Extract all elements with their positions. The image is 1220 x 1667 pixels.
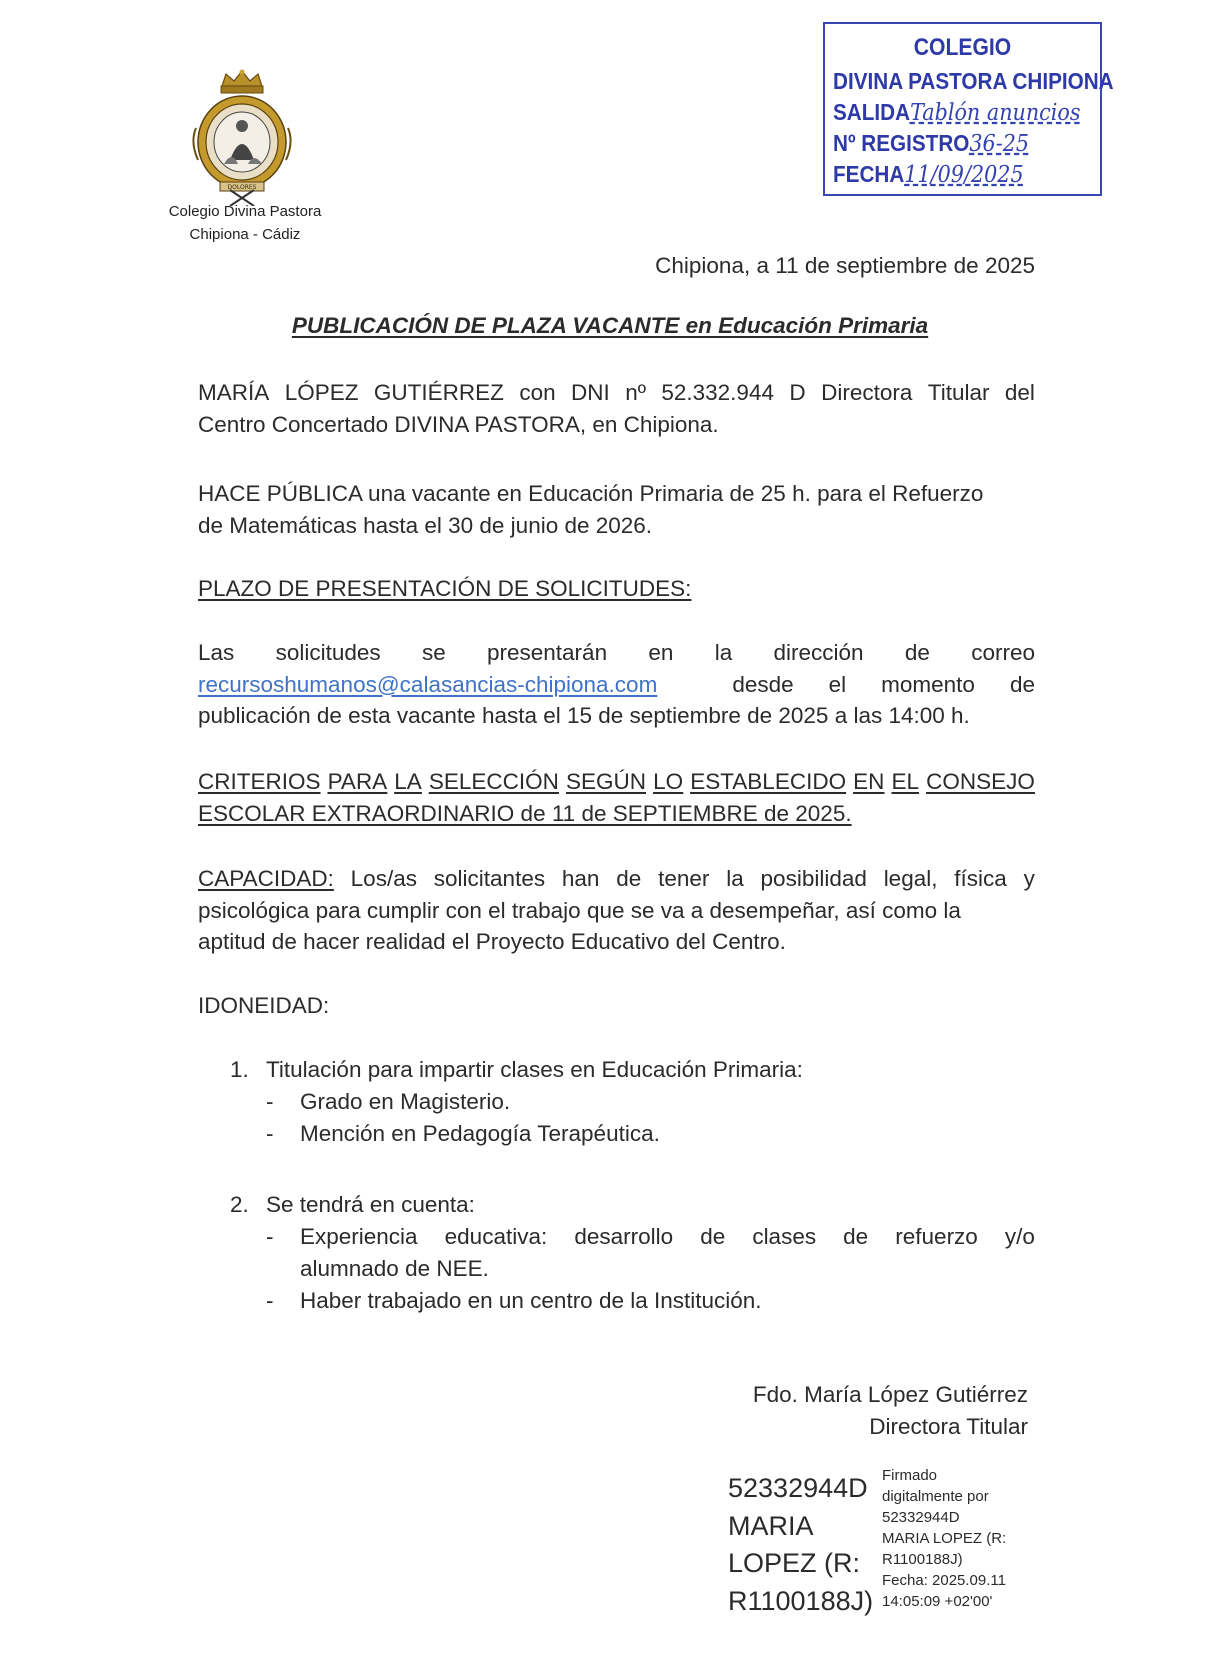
signature-big-line: 52332944D [728, 1473, 868, 1503]
word: de [700, 1224, 726, 1249]
word: refuerzo [895, 1224, 978, 1249]
school-crest-icon [190, 68, 294, 206]
word: del [1004, 380, 1035, 405]
school-name: Colegio Divina Pastora [168, 203, 322, 220]
paragraph-vacante-line1: HACE PÚBLICA una vacante en Educación Primaria de 25 h. para el Refuerzo [198, 481, 984, 506]
signature-small-line: Firmado [882, 1467, 938, 1484]
paragraph-capacidad [198, 863, 1035, 958]
word: D [789, 380, 806, 405]
list-item-cuenta: Se tendrá en cuenta: [266, 1192, 475, 1217]
word: Las [198, 640, 235, 665]
word: de [843, 1224, 869, 1249]
word: legal, [883, 866, 938, 891]
solicitudes-line3: publicación de esta vacante hasta el 15 de septiembre de 2025 a las 14:00 h. [198, 703, 970, 728]
word: de [904, 640, 930, 665]
document-title: PUBLICACIÓN DE PLAZA VACANTE en Educación Primaria [291, 313, 929, 338]
stamp-fecha [833, 161, 1024, 188]
stamp-salida-handwriting: Tablón anuncios [910, 100, 1081, 126]
word: solicitudes [275, 640, 381, 665]
signature-role: Directora Titular [869, 1414, 1028, 1439]
school-name-caption [135, 200, 355, 246]
word: posibilidad [760, 866, 867, 891]
word: han [561, 866, 600, 891]
list-item-titulacion: Titulación para impartir clases en Educación Primaria: [266, 1057, 803, 1082]
crest-inscription: DOLORES [227, 184, 257, 191]
stamp-fecha-label: FECHA [833, 161, 905, 187]
digital-signature-details [882, 1465, 1006, 1612]
capacidad-line1 [198, 863, 1035, 895]
stamp-registro [833, 130, 1029, 157]
solicitudes-line1 [198, 637, 1035, 669]
word: SEGÚN [566, 769, 647, 794]
dash-bullet: - [266, 1224, 274, 1249]
word: EL [891, 769, 920, 794]
word: de [1009, 671, 1035, 697]
email-link[interactable]: recursoshumanos@calasancias-chipiona.com [198, 671, 658, 697]
bullet-item [266, 1086, 510, 1118]
signature-small-line: digitalmente por [882, 1488, 989, 1505]
signature-small-line: 14:05:09 +02'00' [882, 1593, 993, 1610]
signature-big-line: R1100188J) [728, 1585, 874, 1616]
word: con [519, 380, 556, 405]
signature-small-line: 52332944D [882, 1509, 960, 1526]
word: el [828, 671, 847, 697]
word: solicitantes [433, 866, 546, 891]
word: nº [625, 380, 646, 405]
stamp-fecha-handwriting: 11/09/2025 [904, 162, 1024, 188]
word: Directora [821, 380, 913, 405]
word: Los/as [350, 866, 417, 891]
word: GUTIÉRREZ [373, 380, 504, 405]
plazo-heading: PLAZO DE PRESENTACIÓN DE SOLICITUDES: [198, 576, 692, 601]
stamp-registro-handwriting: 36-25 [969, 131, 1030, 157]
stamp-registro-label: Nº REGISTRO [833, 130, 970, 156]
criterios-line1 [198, 766, 1035, 798]
bullet-experiencia-line2: alumnado de NEE. [300, 1255, 489, 1281]
word: ESTABLECIDO [690, 769, 847, 794]
paragraph-vacante [198, 478, 1035, 541]
word: LÓPEZ [284, 380, 359, 405]
paragraph-directora [198, 377, 1035, 440]
paragraph-directora-line1 [198, 377, 1035, 409]
bullet-text: Grado en Magisterio. [300, 1089, 511, 1114]
bullet-text: Mención en Pedagogía Terapéutica. [300, 1121, 660, 1146]
word: tener [658, 866, 710, 891]
word: clases [752, 1224, 817, 1249]
stamp-salida [833, 99, 1080, 126]
word: correo [971, 640, 1035, 665]
signature-small-line: MARIA LOPEZ (R: [882, 1530, 1007, 1547]
signature-big-line: MARIA [728, 1510, 814, 1541]
word: Titular [927, 380, 990, 405]
signature-small-line: R1100188J) [882, 1551, 963, 1568]
capacidad-label: CAPACIDAD: [198, 866, 334, 891]
paragraph-solicitudes [198, 637, 1035, 732]
word: la [714, 640, 733, 665]
list-number: 1. [230, 1057, 249, 1082]
word: 52.332.944 [661, 380, 774, 405]
school-location: Chipiona - Cádiz [189, 226, 301, 243]
dash-bullet: - [266, 1089, 274, 1114]
word: de [616, 866, 642, 891]
capacidad-line3: aptitud de hacer realidad el Proyecto Educativo del Centro. [198, 929, 786, 954]
bullet-item [266, 1221, 1035, 1284]
word: Experiencia [300, 1224, 418, 1249]
date-line: Chipiona, a 11 de septiembre de 2025 [655, 253, 1035, 278]
word: CONSEJO [926, 769, 1035, 794]
word: PARA [327, 769, 388, 794]
dash-bullet: - [266, 1288, 274, 1313]
stamp-title: COLEGIO [913, 34, 1012, 61]
word: MARÍA [198, 380, 270, 405]
bullet-text: Haber trabajado en un centro de la Institución. [300, 1288, 762, 1313]
dash-bullet: - [266, 1121, 274, 1146]
word: dirección [773, 640, 864, 665]
word: se [421, 640, 446, 665]
word: en [648, 640, 674, 665]
word: SELECCIÓN [428, 769, 559, 794]
word: y/o [1004, 1224, 1035, 1249]
word: educativa: [444, 1224, 548, 1249]
word: DNI [571, 380, 610, 405]
bullet-experiencia-line1 [300, 1221, 1035, 1253]
registry-stamp [823, 22, 1114, 196]
word: desde [732, 671, 794, 697]
word: LA [394, 769, 422, 794]
signature-big-line: LOPEZ (R: [728, 1548, 861, 1578]
word: la [726, 866, 744, 891]
word: EN [853, 769, 885, 794]
paragraph-vacante-line2: de Matemáticas hasta el 30 de junio de 2026. [198, 512, 653, 538]
word: física [954, 866, 1007, 891]
word: y [1023, 866, 1035, 891]
criterios-heading [198, 766, 1035, 829]
signature-name: Fdo. María López Gutiérrez [752, 1382, 1028, 1407]
signature-small-line: Fecha: 2025.09.11 [882, 1572, 1006, 1589]
word: LO [653, 769, 684, 794]
capacidad-line2: psicológica para cumplir con el trabajo que se va a desempeñar, así como la [198, 897, 961, 923]
word: CRITERIOS [198, 769, 321, 794]
word: momento [881, 671, 975, 697]
bullet-item [266, 1118, 660, 1150]
word: presentarán [487, 640, 608, 665]
digital-signature-id [728, 1470, 873, 1620]
solicitudes-line2 [198, 669, 1035, 701]
list-number: 2. [230, 1192, 249, 1217]
stamp-school-line: DIVINA PASTORA CHIPIONA [833, 68, 1114, 94]
criterios-line2: ESCOLAR EXTRAORDINARIO de 11 de SEPTIEMBRE de 2025. [198, 800, 852, 826]
word: desarrollo [574, 1224, 674, 1249]
idoneidad-heading: IDONEIDAD: [198, 993, 330, 1018]
stamp-salida-label: SALIDA [833, 99, 911, 125]
bullet-item [266, 1285, 762, 1317]
paragraph-directora-line2: Centro Concertado DIVINA PASTORA, en Chipiona. [198, 411, 719, 437]
